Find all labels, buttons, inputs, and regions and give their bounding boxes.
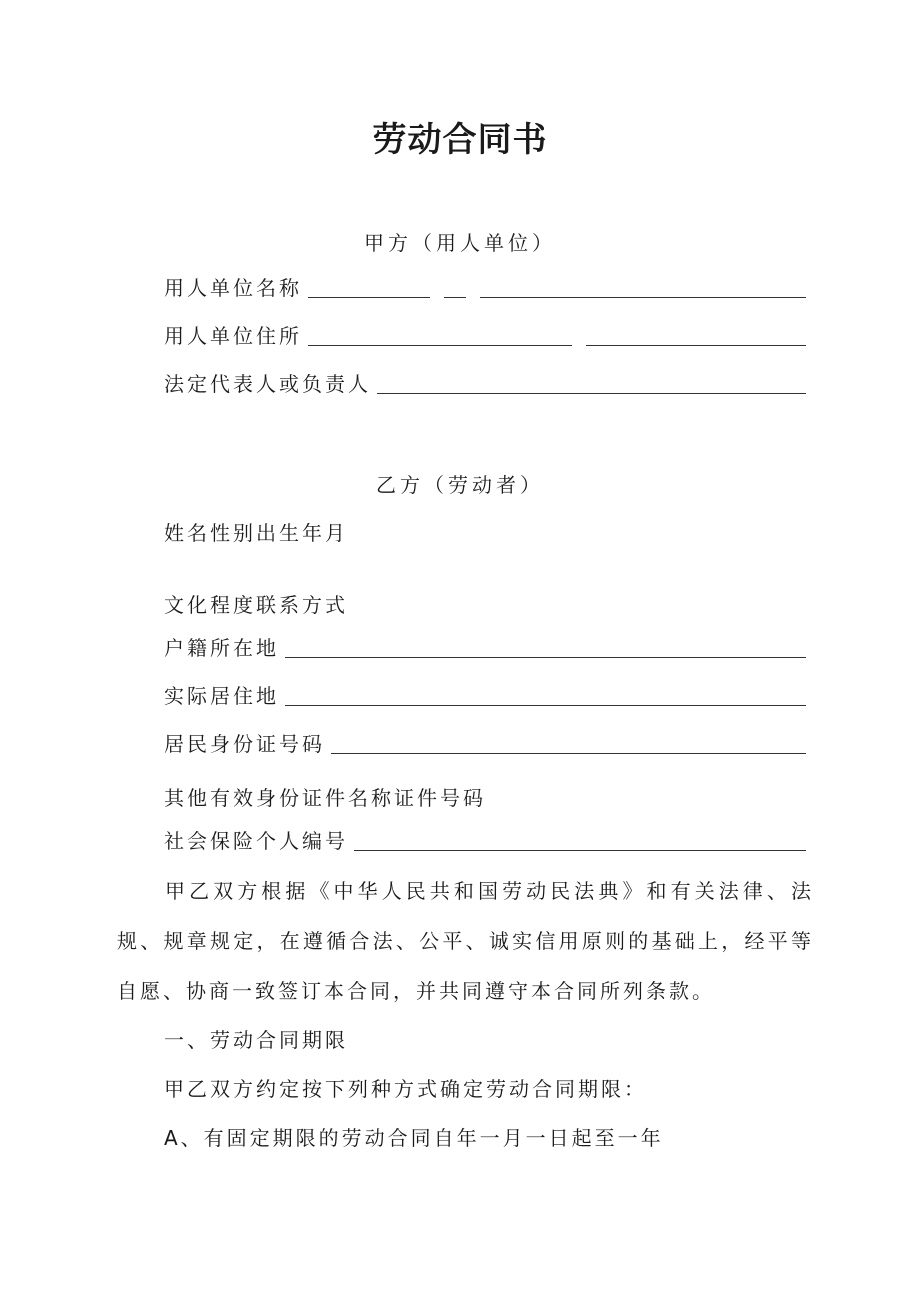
education-contact-line: 文化程度联系方式: [164, 593, 348, 617]
legal-representative-label: 法定代表人或负责人: [164, 372, 371, 396]
household-registration-blank[interactable]: [285, 656, 806, 658]
actual-residence-blank[interactable]: [285, 704, 806, 706]
id-number-label: 居民身份证号码: [164, 732, 325, 756]
employer-name-line: [164, 274, 806, 302]
household-registration-label: 户籍所在地: [164, 636, 279, 660]
party-a-heading: 甲方（用人单位）: [364, 231, 556, 255]
actual-residence-label: 实际居住地: [164, 684, 279, 708]
party-b-heading: 乙方（劳动者）: [376, 473, 544, 497]
document-title: 劳动合同书: [372, 120, 548, 160]
section-1-heading: 一、劳动合同期限: [164, 1028, 348, 1052]
employer-address-line: [164, 322, 806, 350]
household-registration-line: [164, 634, 806, 662]
section-1-intro: 甲乙双方约定按下列种方式确定劳动合同期限：: [164, 1077, 647, 1101]
legal-representative-blank[interactable]: [377, 392, 806, 394]
preamble-paragraph: 甲乙双方根据《中华人民共和国劳动民法典》和有关法律、法规、规章规定，在遵循合法、公平、诚实信用原则的基础上，经平等自愿、协商一致签订本合同，并共同遵守本合同所列条款。: [117, 879, 814, 1003]
employer-address-label: 用人单位住所: [164, 324, 302, 348]
employer-address-blank[interactable]: [308, 344, 806, 346]
other-id-line: 其他有效身份证件名称证件号码: [164, 786, 486, 810]
employer-name-label: 用人单位名称: [164, 276, 302, 300]
id-number-line: [164, 730, 806, 758]
social-security-line: [164, 827, 806, 855]
name-gender-birth-line: 姓名性别出生年月: [164, 521, 348, 545]
legal-representative-line: [164, 370, 806, 398]
actual-residence-line: [164, 682, 806, 710]
option-a-line: A、有固定期限的劳动合同自年一月一日起至一年: [164, 1126, 664, 1150]
social-security-blank[interactable]: [354, 849, 806, 851]
social-security-label: 社会保险个人编号: [164, 829, 348, 853]
id-number-blank[interactable]: [331, 752, 806, 754]
employer-name-blank[interactable]: [308, 296, 806, 298]
